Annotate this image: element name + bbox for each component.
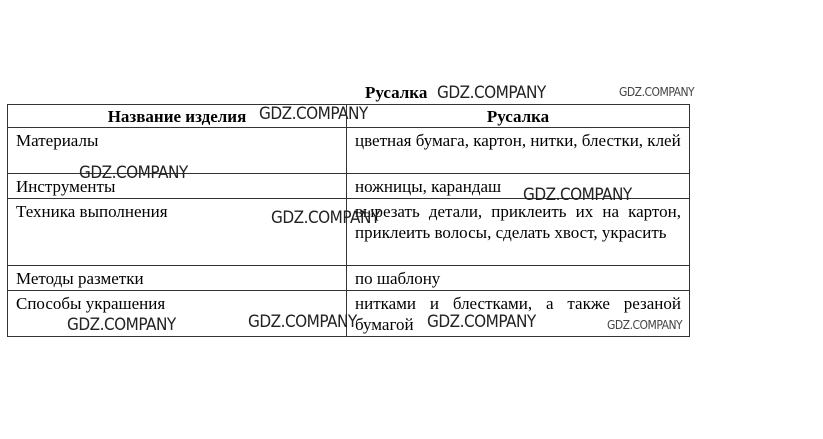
row-label-tools: Инструменты <box>8 174 347 199</box>
table-row <box>8 266 690 291</box>
page-title: Русалка <box>365 83 428 102</box>
watermark: GDZ.COMPANY <box>67 315 176 335</box>
watermark: GDZ.COMPANY <box>248 312 357 332</box>
row-label-decoration: Способы украшения <box>8 291 347 337</box>
row-label-marking-methods: Методы разметки <box>8 266 347 291</box>
watermark: GDZ.COMPANY <box>259 104 368 124</box>
watermark: GDZ.COMPANY <box>79 163 188 183</box>
watermark: GDZ.COMPANY <box>619 85 695 99</box>
row-label-technique: Техника выполнения <box>8 199 347 266</box>
row-value-decoration: нитками и блестками, а также резаной бумагой <box>347 291 690 337</box>
watermark: GDZ.COMPANY <box>607 318 683 332</box>
watermark: GDZ.COMPANY <box>271 208 380 228</box>
row-value-technique: вырезать детали, приклеить их на картон, приклеить волосы, сделать хвост, украсить <box>347 199 690 266</box>
watermark: GDZ.COMPANY <box>437 83 546 103</box>
watermark: GDZ.COMPANY <box>523 185 632 205</box>
column-header-product-name: Название изделия <box>8 105 347 128</box>
row-value-marking-methods: по шаблону <box>347 266 690 291</box>
row-label-materials: Материалы <box>8 128 347 174</box>
watermark: GDZ.COMPANY <box>427 312 536 332</box>
column-header-product: Русалка <box>347 105 690 128</box>
row-value-materials: цветная бумага, картон, нитки, блестки, клей <box>347 128 690 174</box>
row-value-tools: ножницы, карандаш <box>347 174 690 199</box>
